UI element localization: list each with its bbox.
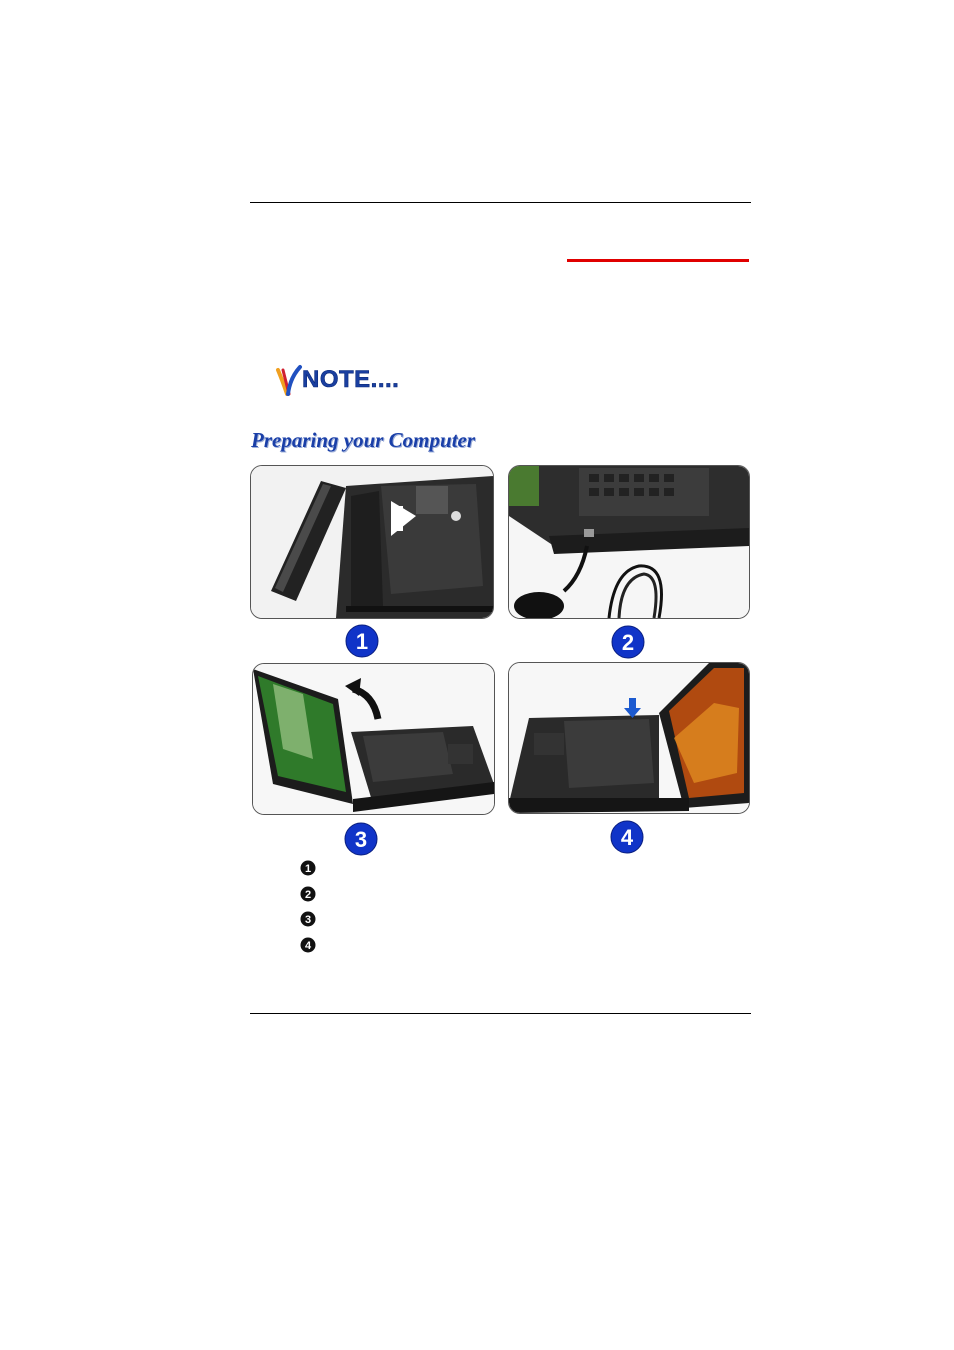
note-check-icon: [275, 364, 303, 396]
step-2-badge: [611, 625, 645, 659]
step-1-photo: [250, 465, 494, 619]
step-2-photo: [508, 465, 750, 619]
step-2-badge-number: 2: [621, 630, 635, 655]
section-accent-rule: [567, 259, 749, 262]
step-3-badge-number: 3: [354, 827, 368, 852]
step-3-badge: [344, 822, 378, 856]
list-bullet-2-number: 2: [304, 889, 312, 901]
list-bullet-1-number: 1: [304, 863, 312, 875]
header-rule: [250, 202, 751, 203]
step-1-badge-number: 1: [355, 629, 369, 654]
step-3-photo: [252, 663, 495, 815]
list-bullet-3: [300, 911, 316, 927]
list-bullet-4: [300, 937, 316, 953]
list-bullet-1: [300, 860, 316, 876]
step-1-badge: [345, 624, 379, 658]
note-logo: [275, 364, 405, 398]
section-title: Preparing your Computer: [251, 428, 476, 452]
step-4-badge-number: 4: [620, 825, 634, 850]
footer-rule: [250, 1013, 751, 1014]
step-4-badge: [610, 820, 644, 854]
list-bullet-2: [300, 886, 316, 902]
list-bullet-3-number: 3: [304, 914, 312, 926]
note-label: NOTE....: [302, 366, 400, 393]
step-4-photo: [508, 662, 750, 814]
list-bullet-4-number: 4: [304, 940, 312, 952]
